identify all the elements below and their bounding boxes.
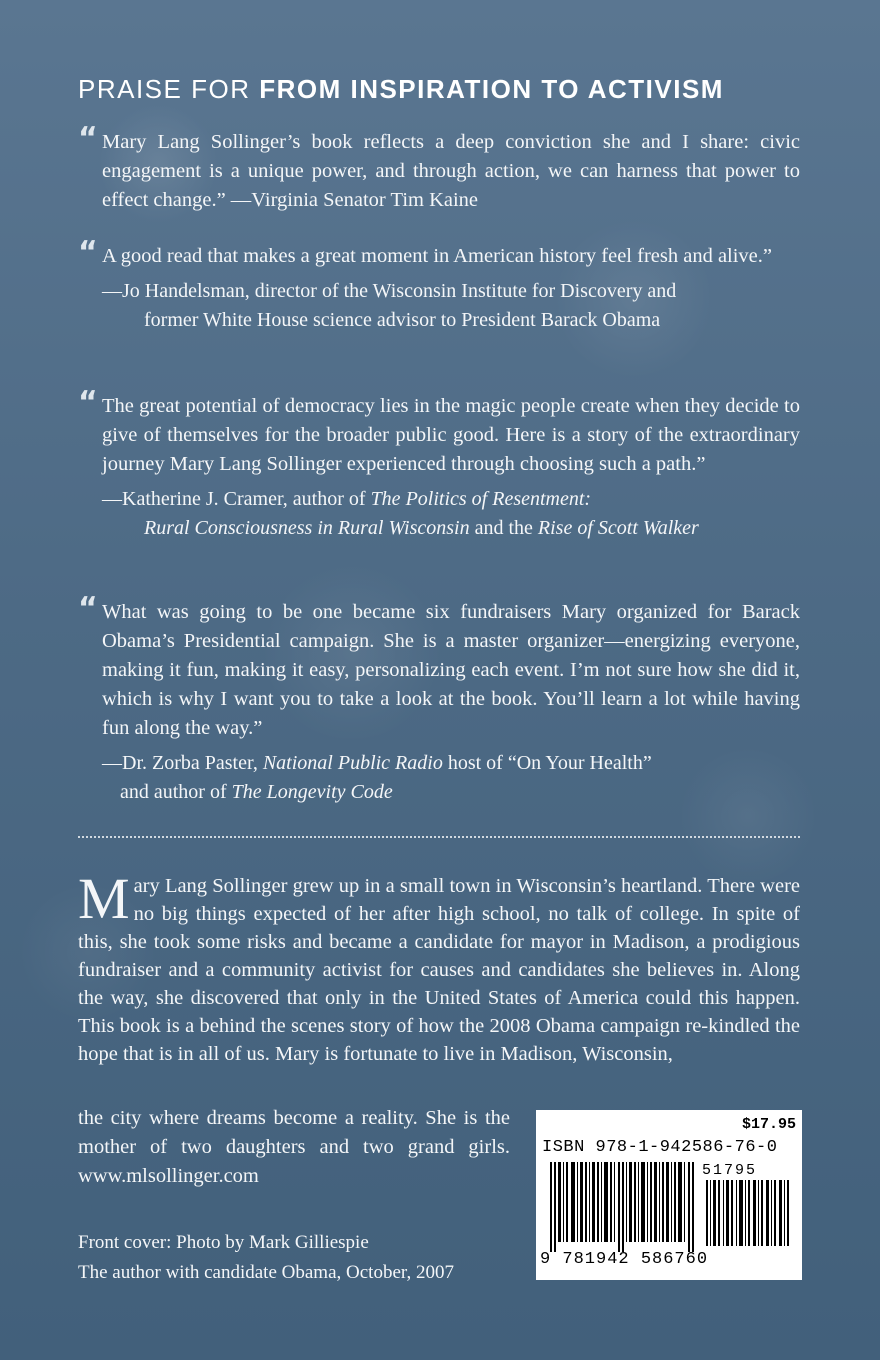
- credit-line-1: Front cover: Photo by Mark Gilliespie: [78, 1232, 369, 1253]
- heading-prefix: PRAISE FOR: [78, 74, 260, 104]
- quote-paster: [78, 591, 800, 807]
- author-bio: [78, 866, 800, 1068]
- quote-mark-icon: “: [78, 591, 96, 626]
- quote-mark-icon: “: [78, 121, 96, 156]
- author-bio-continued: the city where dreams become a reality. She is the mother of two daughters and two grand girls. www.mlsollinger.com: [78, 1107, 510, 1187]
- addon-code: 51795: [702, 1162, 758, 1179]
- quote-attribution: —Dr. Zorba Paster, National Public Radio host of “On Your Health” and author of The Longevity Code: [102, 752, 652, 803]
- price-label: $17.95: [741, 1116, 796, 1133]
- bio-text: ary Lang Sollinger grew up in a small town in Wisconsin’s heartland. There were no big things expected of her after high school, no talk of college. In spite of this, she took some risks and became a candidate for mayor in Madison, a prodigious fundraiser and a community activist for causes and candidates she believes in. Along the way, she discovered that only in the United States of America could this happen. This book is a behind the scenes story of how the 2008 Obama campaign re-kindled the hope that is in all of us. Mary is fortunate to live in Madison, Wisconsin,: [78, 875, 800, 1065]
- dotted-divider: [78, 836, 800, 838]
- praise-heading: [78, 74, 724, 105]
- credit-line-2: The author with candidate Obama, October, 2007: [78, 1262, 454, 1283]
- barcode-box: [536, 1110, 802, 1280]
- quote-kaine: [78, 121, 800, 215]
- quote-text: A good read that makes a great moment in American history feel fresh and alive.”: [102, 245, 773, 267]
- photo-credits: [78, 1228, 454, 1288]
- quote-text: Mary Lang Sollinger’s book reflects a deep conviction she and I share: civic engagement is a unique power, and through action, we can harness that power to effect change.” —Virginia Senator Tim Kaine: [102, 131, 800, 211]
- price-addon-barcode: [706, 1180, 794, 1246]
- quote-text: The great potential of democracy lies in the magic people create when they decide to give of themselves for the broader public good. Here is a story of the extraordinary journey Mary Lang Sollinger experienced through choosing such a path.”: [102, 395, 800, 475]
- quote-handelsman: [78, 235, 800, 335]
- quote-text: What was going to be one became six fundraisers Mary organized for Barack Obama’s Presidential campaign. She is a master organizer—energizing everyone, making it fun, making it easy, personalizing each event. I’m not sure how she did it, which is why I want you to take a look at the book. You’ll learn a lot while having fun along the way.”: [102, 601, 800, 739]
- isbn-label: ISBN 978-1-942586-76-0: [542, 1138, 778, 1157]
- quote-attribution: —Katherine J. Cramer, author of The Politics of Resentment: Rural Consciousness in Rural Wisconsin and the Rise of Scott Walker: [102, 488, 699, 539]
- isbn-digits: 9 781942 586760: [540, 1250, 709, 1269]
- isbn-barcode: [550, 1162, 698, 1252]
- book-title: FROM INSPIRATION TO ACTIVISM: [259, 74, 724, 104]
- quote-mark-icon: “: [78, 385, 96, 420]
- quote-mark-icon: “: [78, 235, 96, 270]
- quote-attribution: —Jo Handelsman, director of the Wisconsin Institute for Discovery and former White House science advisor to President Barack Obama: [102, 280, 677, 331]
- bio-dropcap: M: [78, 866, 130, 931]
- quote-cramer: [78, 385, 800, 543]
